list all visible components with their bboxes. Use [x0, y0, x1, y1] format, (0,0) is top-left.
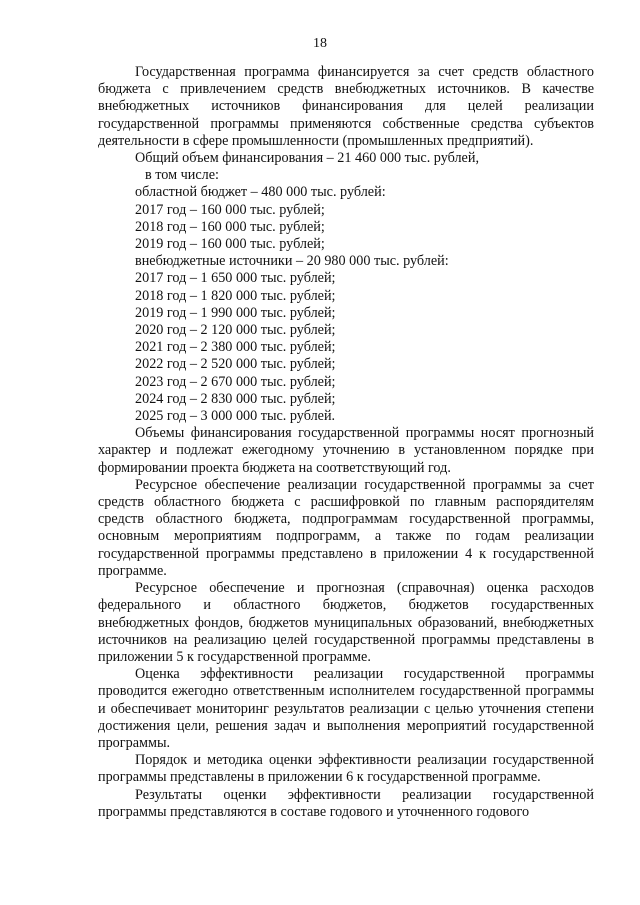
extrabudget-year: 2025 год – 3 000 000 тыс. рублей. — [135, 408, 336, 425]
extrabudget-year: 2024 год – 2 830 000 тыс. рублей; — [135, 390, 336, 407]
extrabudget-year: 2023 год – 2 670 000 тыс. рублей; — [135, 373, 336, 390]
paragraph-financing-volumes: Объемы финансирования государственной программы носят прогнозный характер и подлежат ежегодному уточнению в установленном порядке при формировании проекта бюджета на соответствующий год. — [98, 425, 594, 476]
paragraph-evaluation-results: Результаты оценки эффективности реализации государственной программы представляются в составе годового и уточненного годового — [98, 786, 594, 820]
paragraph-resource-support: Ресурсное обеспечение реализации государственной программы за счет средств областного бюджета с расшифровкой по главным распорядителям средств областного бюджета, подпрограммам государственной программы, основным мероприятиям подпрограмм, а также по годам реализации государственной программы представлено в приложении 4 к государственной программе. — [98, 476, 594, 579]
extrabudget-total: внебюджетные источники – 20 980 000 тыс. рублей: — [135, 253, 449, 270]
extrabudget-year: 2019 год – 1 990 000 тыс. рублей; — [135, 304, 336, 321]
extrabudget-year: 2022 год – 2 520 000 тыс. рублей; — [135, 356, 336, 373]
regional-budget-year: 2018 год – 160 000 тыс. рублей; — [135, 218, 325, 235]
extrabudget-year: 2020 год – 2 120 000 тыс. рублей; — [135, 322, 336, 339]
including-label: в том числе: — [145, 167, 219, 184]
regional-budget-year: 2019 год – 160 000 тыс. рублей; — [135, 236, 325, 253]
paragraph-efficiency-evaluation: Оценка эффективности реализации государственной программы проводится ежегодно ответственным исполнителем государственной программы и обеспечивает мониторинг результатов реализации с целью уточнения степени достижения цели, решения задач и выполнения мероприятий государственной программы. — [98, 666, 594, 751]
extrabudget-year: 2018 год – 1 820 000 тыс. рублей; — [135, 287, 336, 304]
extrabudget-year: 2017 год – 1 650 000 тыс. рублей; — [135, 270, 336, 287]
paragraph-financing-sources: Государственная программа финансируется за счет средств областного бюджета с привлечением средств внебюджетных источников. В качестве внебюджетных источников финансирования для целей реализации государственной программы применяются собственные средства субъектов деятельности в сфере промышленности (промышленных предприятий). — [98, 64, 594, 149]
paragraph-forecast-estimate: Ресурсное обеспечение и прогнозная (справочная) оценка расходов федерального и областного бюджетов, бюджетов государственных внебюджетных фондов, бюджетов муниципальных образований, внебюджетных источников на реализацию целей государственной программы представлены в приложении 5 к государственной программе. — [98, 580, 594, 665]
page-number: 18 — [313, 36, 327, 51]
regional-budget-year: 2017 год – 160 000 тыс. рублей; — [135, 201, 325, 218]
total-financing: Общий объем финансирования – 21 460 000 тыс. рублей, — [135, 150, 479, 167]
document-body — [98, 64, 594, 821]
paragraph-evaluation-method: Порядок и методика оценки эффективности реализации государственной программы представлены в приложении 6 к государственной программе. — [98, 752, 594, 786]
extrabudget-year: 2021 год – 2 380 000 тыс. рублей; — [135, 339, 336, 356]
regional-budget-total: областной бюджет – 480 000 тыс. рублей: — [135, 184, 386, 201]
